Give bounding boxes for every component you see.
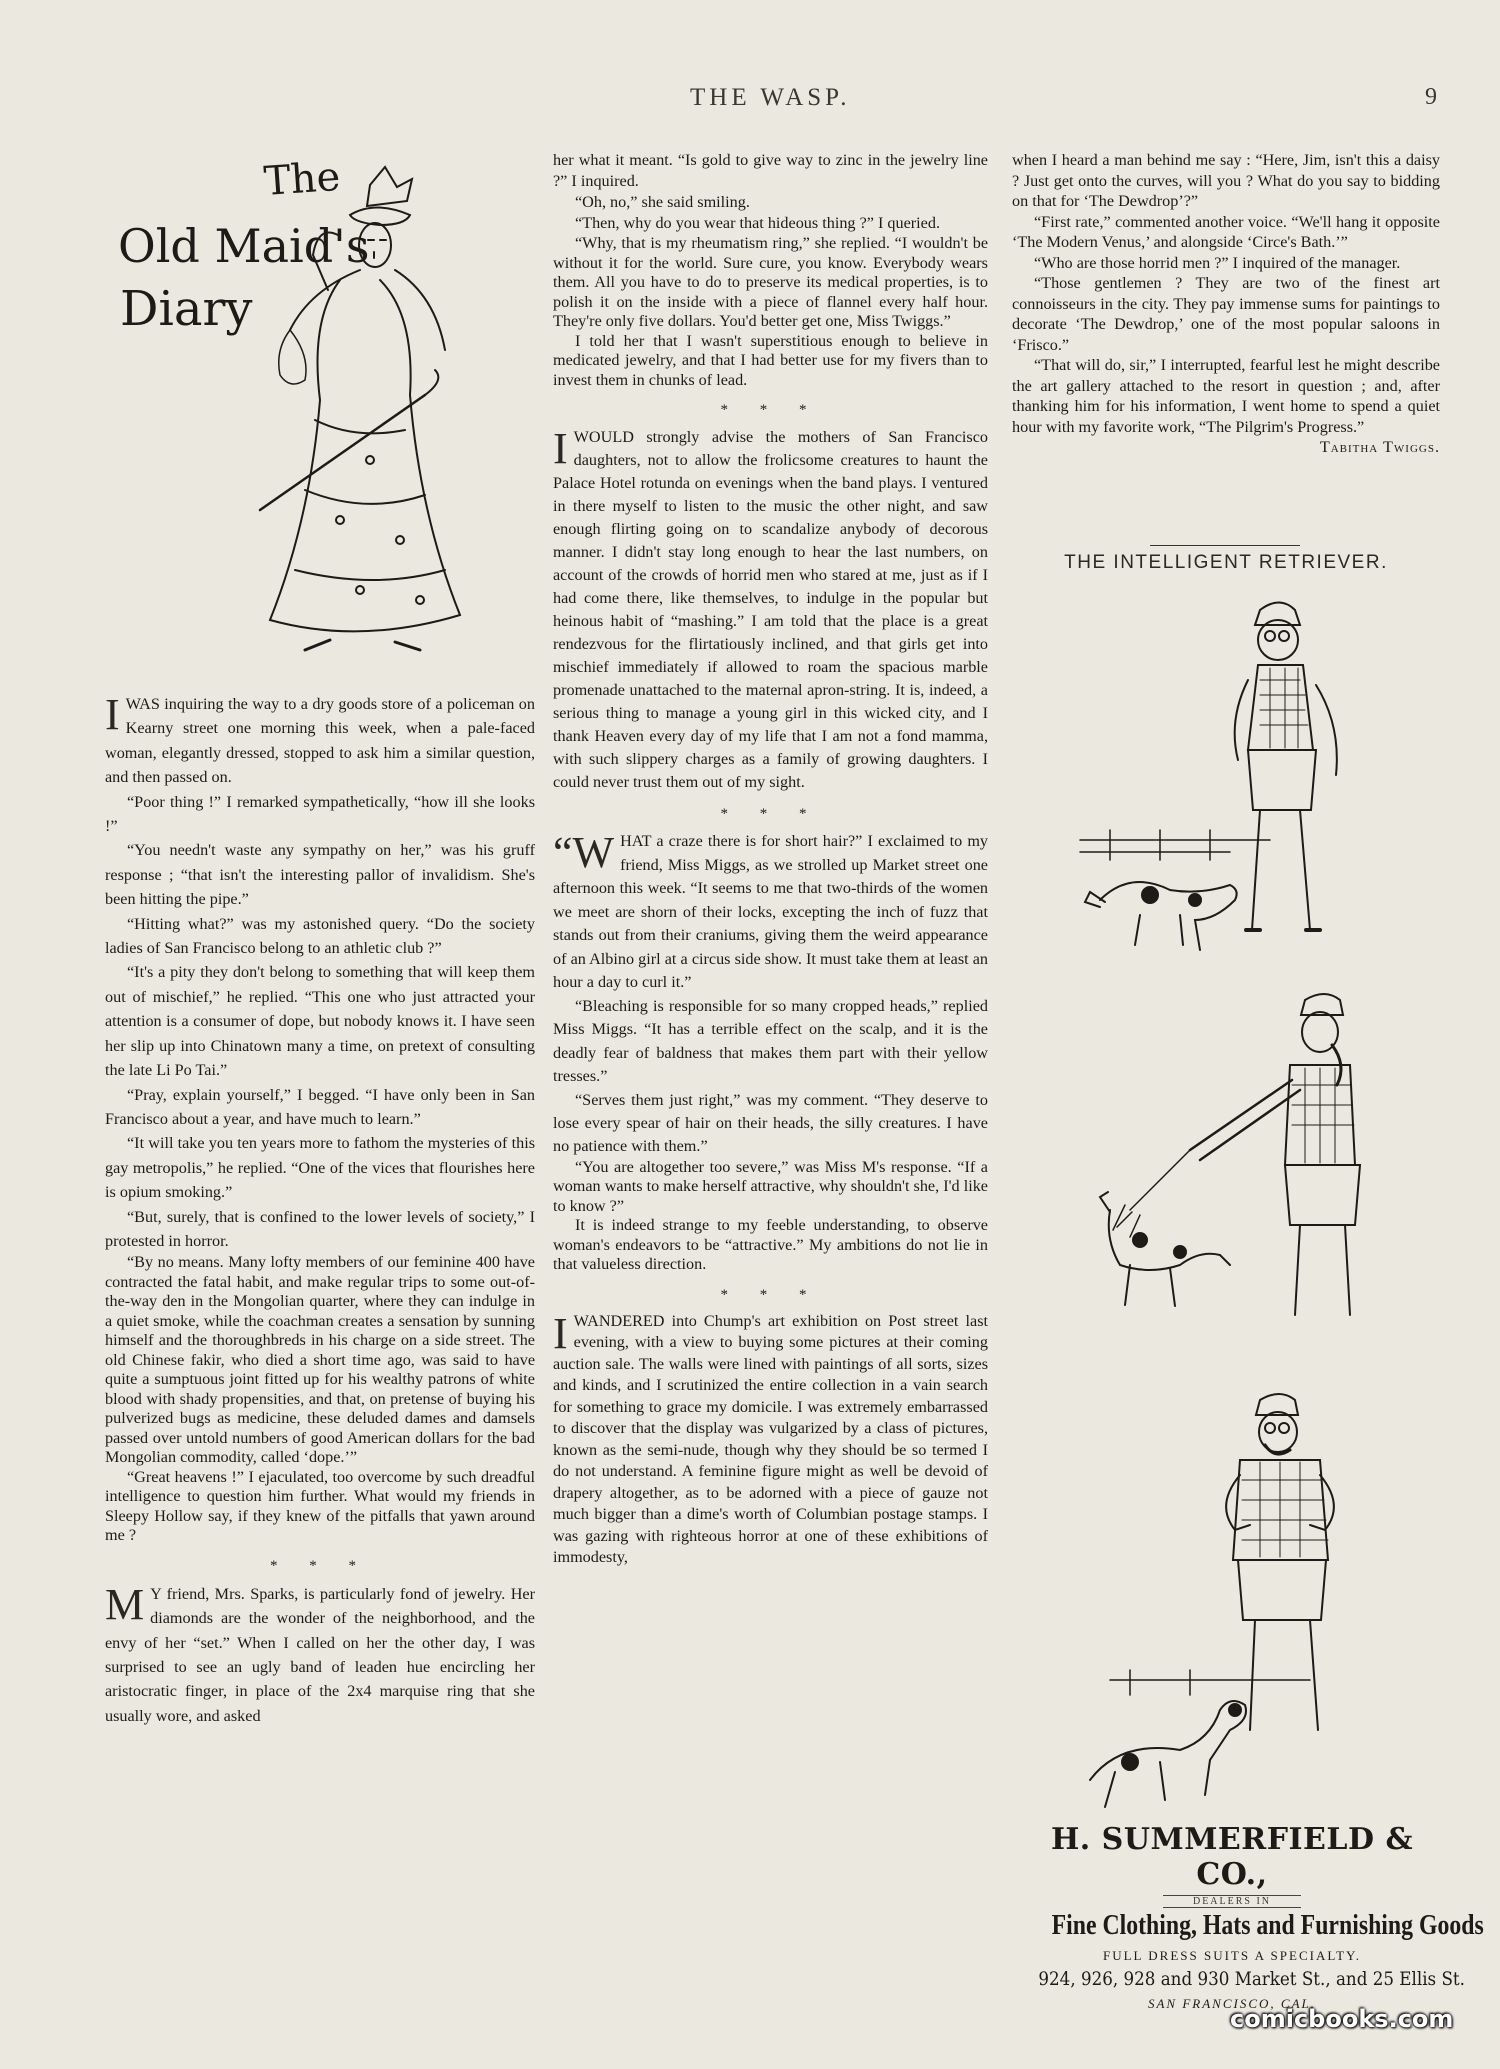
paragraph: “First rate,” commented another voice. “We'll hang it opposite ‘The Modern Venus,’ and alongside ‘Circe's Bath.’”: [1012, 212, 1440, 251]
drop-cap: M: [105, 1579, 145, 1629]
paragraph: [553, 830, 988, 995]
cartoon-title: THE INTELLIGENT RETRIEVER.: [1064, 552, 1388, 573]
paragraph-text: HAT a craze there is for short hair?” I exclaimed to my friend, Miss Miggs, as we strolled up Market street one afternoon this week. “It seems to me that two-thirds of the women we meet are shorn of their locks, excepting the inch of fuzz that stands out from their craniums, giving them the weird appearance of an Albino girl at a circus side show. It must take them at least an hour a day to curl it.”: [553, 832, 988, 991]
paragraph: “That will do, sir,” I interrupted, fearful lest he might describe the art gallery attached to the resort in question ; and, after thanking him for his information, I went home to spend a quiet hour with my favorite work, “The Pilgrim's Progress.”: [1012, 356, 1440, 436]
ad-specialty: FULL DRESS SUITS A SPECIALTY.: [1103, 1948, 1361, 1963]
column-2: [553, 150, 988, 1569]
drop-cap: I: [553, 424, 568, 473]
title-line-old-maids: Old Maid's: [118, 219, 370, 273]
paragraph: “Who are those horrid men ?” I inquired of the manager.: [1034, 253, 1401, 272]
column-3: [1012, 150, 1440, 458]
ad-dealers-text: DEALERS IN: [1163, 1895, 1301, 1908]
section-divider: * * *: [720, 806, 821, 822]
section-divider: * * *: [720, 402, 821, 418]
paragraph: “Serves them just right,” was my comment. “They deserve to lose every spear of hair on their heads, the silly creatures. I have no patience with them.”: [553, 1090, 988, 1155]
paragraph: [553, 1308, 988, 1569]
column-1: [105, 692, 535, 1728]
paragraph: “Great heavens !” I ejaculated, too overcome by such dreadful intelligence to question him further. What would my friends in Sleepy Hollow say, if they knew of the pitfalls that yawn around me ?: [105, 1467, 535, 1545]
paragraph: [105, 692, 535, 790]
paragraph: her what it meant. “Is gold to give way to zinc in the jewelry line ?” I inquired.: [553, 151, 988, 190]
paragraph: “Those gentlemen ? They are two of the finest art connoisseurs in the city. They pay immense sums for paintings to decorate ‘The Dewdrop,’ one of the most popular saloons in ‘Frisco.”: [1012, 274, 1440, 354]
paragraph: “You are altogether too severe,” was Miss M's response. “If a woman wants to make herself attractive, why shouldn't she, I'd like to know ?”: [553, 1157, 988, 1215]
paragraph: “It's a pity they don't belong to something that will keep them out of mischief,” he replied. “This one who just attracted your attention is a consumer of dope, but nobody knows it. I have seen her slip up into Chinatown many a time, on pretext of consulting the late Li Po Tai.”: [105, 963, 535, 1080]
title-line-the: The: [262, 153, 342, 205]
page-number: 9: [1425, 84, 1437, 110]
page-header: [0, 84, 1500, 114]
paragraph: It is indeed strange to my feeble understanding, to observe woman's endeavors to be “attractive.” My ambitions do not lie in that valueless direction.: [553, 1216, 988, 1273]
paragraph: “Pray, explain yourself,” I begged. “I have only been in San Francisco about a year, and have much to learn.”: [105, 1085, 535, 1128]
paragraph: “Poor thing !” I remarked sympathetically, “how ill she looks !”: [105, 792, 535, 836]
paragraph: “Bleaching is responsible for so many cropped heads,” replied Miss Miggs. “It has a terrible effect on the scalp, and it is the deadly fear of baldness that makes them part with their yellow tresses.”: [553, 996, 988, 1085]
author-signature: Tabitha Twiggs.: [1319, 438, 1440, 456]
drop-cap: I: [553, 1308, 568, 1358]
cartoon-panel-3: [1070, 1390, 1430, 1810]
paragraph: “You needn't waste any sympathy on her,” was his gruff response ; “that isn't the interesting pallor of invalidism. She's been hitting the pipe.”: [105, 841, 535, 909]
paragraph: “Then, why do you wear that hideous thing ?” I queried.: [575, 214, 941, 232]
watermark: comicbooks.com: [1230, 2005, 1454, 2033]
paragraph: when I heard a man behind me say : “Here, Jim, isn't this a daisy ? Just get onto the curves, will you ? What do you say to bidding on that for ‘The Dewdrop’?”: [1012, 151, 1440, 210]
paragraph-text: WAS inquiring the way to a dry goods store of a policeman on Kearny street one morning this week, when a pale-faced woman, elegantly dressed, stopped to ask him a similar question, and then passed on.: [105, 695, 535, 787]
ad-firm-name: H. SUMMERFIELD & CO.,: [1050, 1822, 1414, 1892]
ad-address: 924, 926, 928 and 930 Market St., and 25 Ellis St.: [1038, 1968, 1465, 1990]
ad-goods: Fine Clothing, Hats and Furnishing Goods: [1051, 1909, 1484, 1941]
ad-dealers: [1012, 1896, 1452, 1907]
masthead-title: THE WASP.: [690, 84, 851, 111]
paragraph: “Why, that is my rheumatism ring,” she replied. “I wouldn't be without it for the world. Sure cure, you know. Everybody wears them. All you have to do to preserve its medical properties, is to polish it on the inside with a piece of flannel every half hour. They're only five dollars. You'd better get one, Miss Twiggs.”: [553, 234, 988, 330]
paragraph: “But, surely, that is confined to the lower levels of society,” I protested in horror.: [105, 1207, 535, 1250]
paragraph: I told her that I wasn't superstitious enough to believe in medicated jewelry, and that I had better use for my fivers than to invest them in chunks of lead.: [553, 331, 988, 389]
title-line-diary: Diary: [120, 281, 253, 337]
paragraph-text: WANDERED into Chump's art exhibition on Post street last evening, with a view to buying some pictures at their coming auction sale. The walls were lined with paintings of all sorts, sizes and kinds, and I scrutinized the entire collection in a vain search for something to grace my domicile. I was extremely embarrassed to discover that the display was vulgarized by a class of pictures, known as the semi-nude, though why they should be so termed I do not understand. A feminine figure might as well be devoid of drapery altogether, as to be adorned with a piece of gauze not much bigger than a dime's worth of Columbian postage stamps. I was gazing with righteous horror at one of these exhibitions of immodesty,: [553, 1311, 988, 1566]
drop-cap: “W: [553, 828, 615, 877]
paragraph-text: WOULD strongly advise the mothers of San Francisco daughters, not to allow the frolicsome creatures to haunt the Palace Hotel rotunda on evenings when the band plays. I ventured in there myself to listen to the music the other night, and saw enough flirting going on to scandalize anybody of decorous manner. I didn't stay long enough to hear the last numbers, on account of the crowds of horrid men who stared at me, just as if I had come there, like themselves, to indulge in the popular but heinous habit of “mashing.” I am told that the place is a great rendezvous for the flirtatiously inclined, and that girls get into mischief immediately if allowed to roam the spacious marble promenade unattached to the maternal apron-string. It is, indeed, a serious thing to manage a young girl in this wicked city, and I thank Heaven every day of my life that I am not a fond mamma, with such slippery charges as a family of growing daughters. I could never trust them out of my sight.: [553, 428, 988, 791]
paragraph: “Hitting what?” was my astonished query. “Do the society ladies of San Francisco belong to an athletic club ?”: [105, 914, 535, 958]
paragraph: “By no means. Many lofty members of our feminine 400 have contracted the fatal habit, and make regular trips to some out-of-the-way den in the Mongolian quarter, where they can indulge in a quiet smoke, while the coachman creates a sensation by sunning himself and the thoroughbreds in his charge on a side street. The old Chinese fakir, who died a short time ago, was said to have quite a sumptuous joint fitted up for his wealthy patrons of white blood with shady propensities, and that, on pretense of buying his pulverized bugs as medicine, these deluded dames and damsels passed over untold numbers of good American dollars for the bad Mongolian commodity, called ‘dope.’”: [105, 1253, 535, 1467]
drop-cap: I: [105, 690, 120, 739]
section-divider: * * *: [270, 1557, 370, 1574]
ad-city: SAN FRANCISCO, CAL.: [1147, 1996, 1316, 2011]
paragraph: [105, 1579, 535, 1728]
cartoon-panel-1: [1070, 590, 1430, 980]
paragraph: “It will take you ten years more to fathom the mysteries of this gay metropolis,” he replied. “One of the vices that flourishes here is opium smoking.”: [105, 1134, 535, 1202]
paragraph: [553, 426, 988, 794]
paragraph: “Oh, no,” she said smiling.: [575, 193, 750, 211]
cartoon-panel-2: [1070, 990, 1430, 1350]
section-divider: * * *: [720, 1286, 821, 1303]
divider-rule: [1150, 545, 1300, 546]
old-maid-illustration: [220, 160, 510, 670]
paragraph-text: Y friend, Mrs. Sparks, is particularly fond of jewelry. Her diamonds are the wonder of the neighborhood, and the envy of her “set.” When I called on her the other day, I was surprised to see an ugly band of leaden hue encircling her aristocratic finger, in place of the 2x4 marquise ring that she usually wore, and asked: [105, 1584, 535, 1725]
advertisement: [1012, 1822, 1484, 2012]
